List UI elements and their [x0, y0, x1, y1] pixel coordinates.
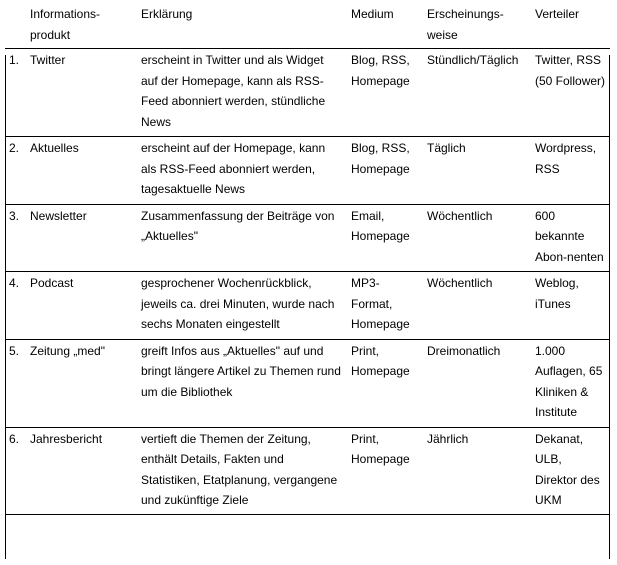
row-frequency: Jährlich	[427, 431, 469, 446]
row-frequency: Dreimonatlich	[427, 343, 501, 358]
table-row	[5, 427, 610, 514]
row-number: 2.	[9, 141, 20, 155]
header-product: Informations- produkt	[30, 7, 101, 42]
table-row	[5, 204, 610, 272]
row-product: Jahresbericht	[30, 431, 103, 446]
row-distributor: Wordpress, RSS	[535, 141, 597, 176]
table-row	[5, 272, 610, 340]
row-number: 5.	[9, 343, 20, 358]
row-product: Twitter	[30, 53, 66, 67]
row-distributor: Twitter, RSS (50 Follower)	[535, 53, 606, 88]
row-medium: Blog, RSS, Homepage	[351, 141, 410, 176]
row-number: 6.	[9, 431, 20, 446]
row-product: Podcast	[30, 276, 74, 290]
row-medium: Print, Homepage	[351, 343, 410, 378]
row-explanation: Zusammenfassung der Beiträge von „Aktuelles"	[141, 208, 335, 243]
header-medium: Medium	[351, 7, 394, 21]
row-distributor: 600 bekannte Abon-nenten	[535, 208, 604, 264]
row-distributor: Weblog, iTunes	[535, 276, 579, 311]
table-row	[5, 137, 610, 205]
header-explanation: Erklärung	[141, 7, 193, 21]
information-products-table	[5, 3, 610, 515]
row-distributor: 1.000 Auflagen, 65 Kliniken & Institute	[535, 343, 603, 419]
row-number: 3.	[9, 208, 20, 223]
row-explanation: gesprochener Wochenrückblick, jeweils ca. drei Minuten, wurde nach sechs Monaten eingestellt	[141, 276, 335, 331]
row-product: Newsletter	[30, 208, 87, 223]
row-frequency: Wöchentlich	[427, 208, 493, 223]
table-header	[5, 3, 610, 49]
row-explanation: vertieft die Themen der Zeitung, enthält Details, Fakten und Statistiken, Etatplanung, vergangene und zukünftige Ziele	[141, 431, 338, 507]
table-row	[5, 339, 610, 427]
row-medium: Print, Homepage	[351, 431, 410, 466]
row-product: Aktuelles	[30, 141, 79, 155]
header-distributor: Verteiler	[535, 7, 580, 21]
row-explanation: greift Infos aus „Aktuelles" auf und bringt längere Artikel zu Themen rund um die Bibliothek	[141, 343, 341, 399]
header-row	[5, 3, 610, 49]
row-medium: Blog, RSS, Homepage	[351, 53, 410, 88]
table-row	[5, 49, 610, 137]
table-left-border	[5, 55, 6, 559]
row-medium: MP3-Format, Homepage	[351, 276, 410, 331]
row-frequency: Stündlich/Täglich	[427, 53, 519, 67]
table-body	[5, 49, 610, 515]
row-frequency: Wöchentlich	[427, 276, 493, 290]
row-product: Zeitung „med"	[30, 343, 105, 358]
header-frequency: Erscheinungs- weise	[427, 7, 504, 42]
row-explanation: erscheint auf der Homepage, kann als RSS-Feed abonniert werden, tagesaktuelle News	[141, 141, 326, 196]
row-number: 4.	[9, 276, 20, 290]
row-explanation: erscheint in Twitter und als Widget auf der Homepage, kann als RSS-Feed abonniert werden, stündliche News	[141, 53, 326, 129]
row-frequency: Täglich	[427, 141, 466, 155]
row-medium: Email, Homepage	[351, 208, 410, 243]
row-number: 1.	[9, 53, 20, 67]
header-number	[5, 3, 26, 49]
table-right-border	[609, 55, 610, 559]
row-distributor: Dekanat, ULB, Direktor des UKM	[535, 431, 600, 507]
